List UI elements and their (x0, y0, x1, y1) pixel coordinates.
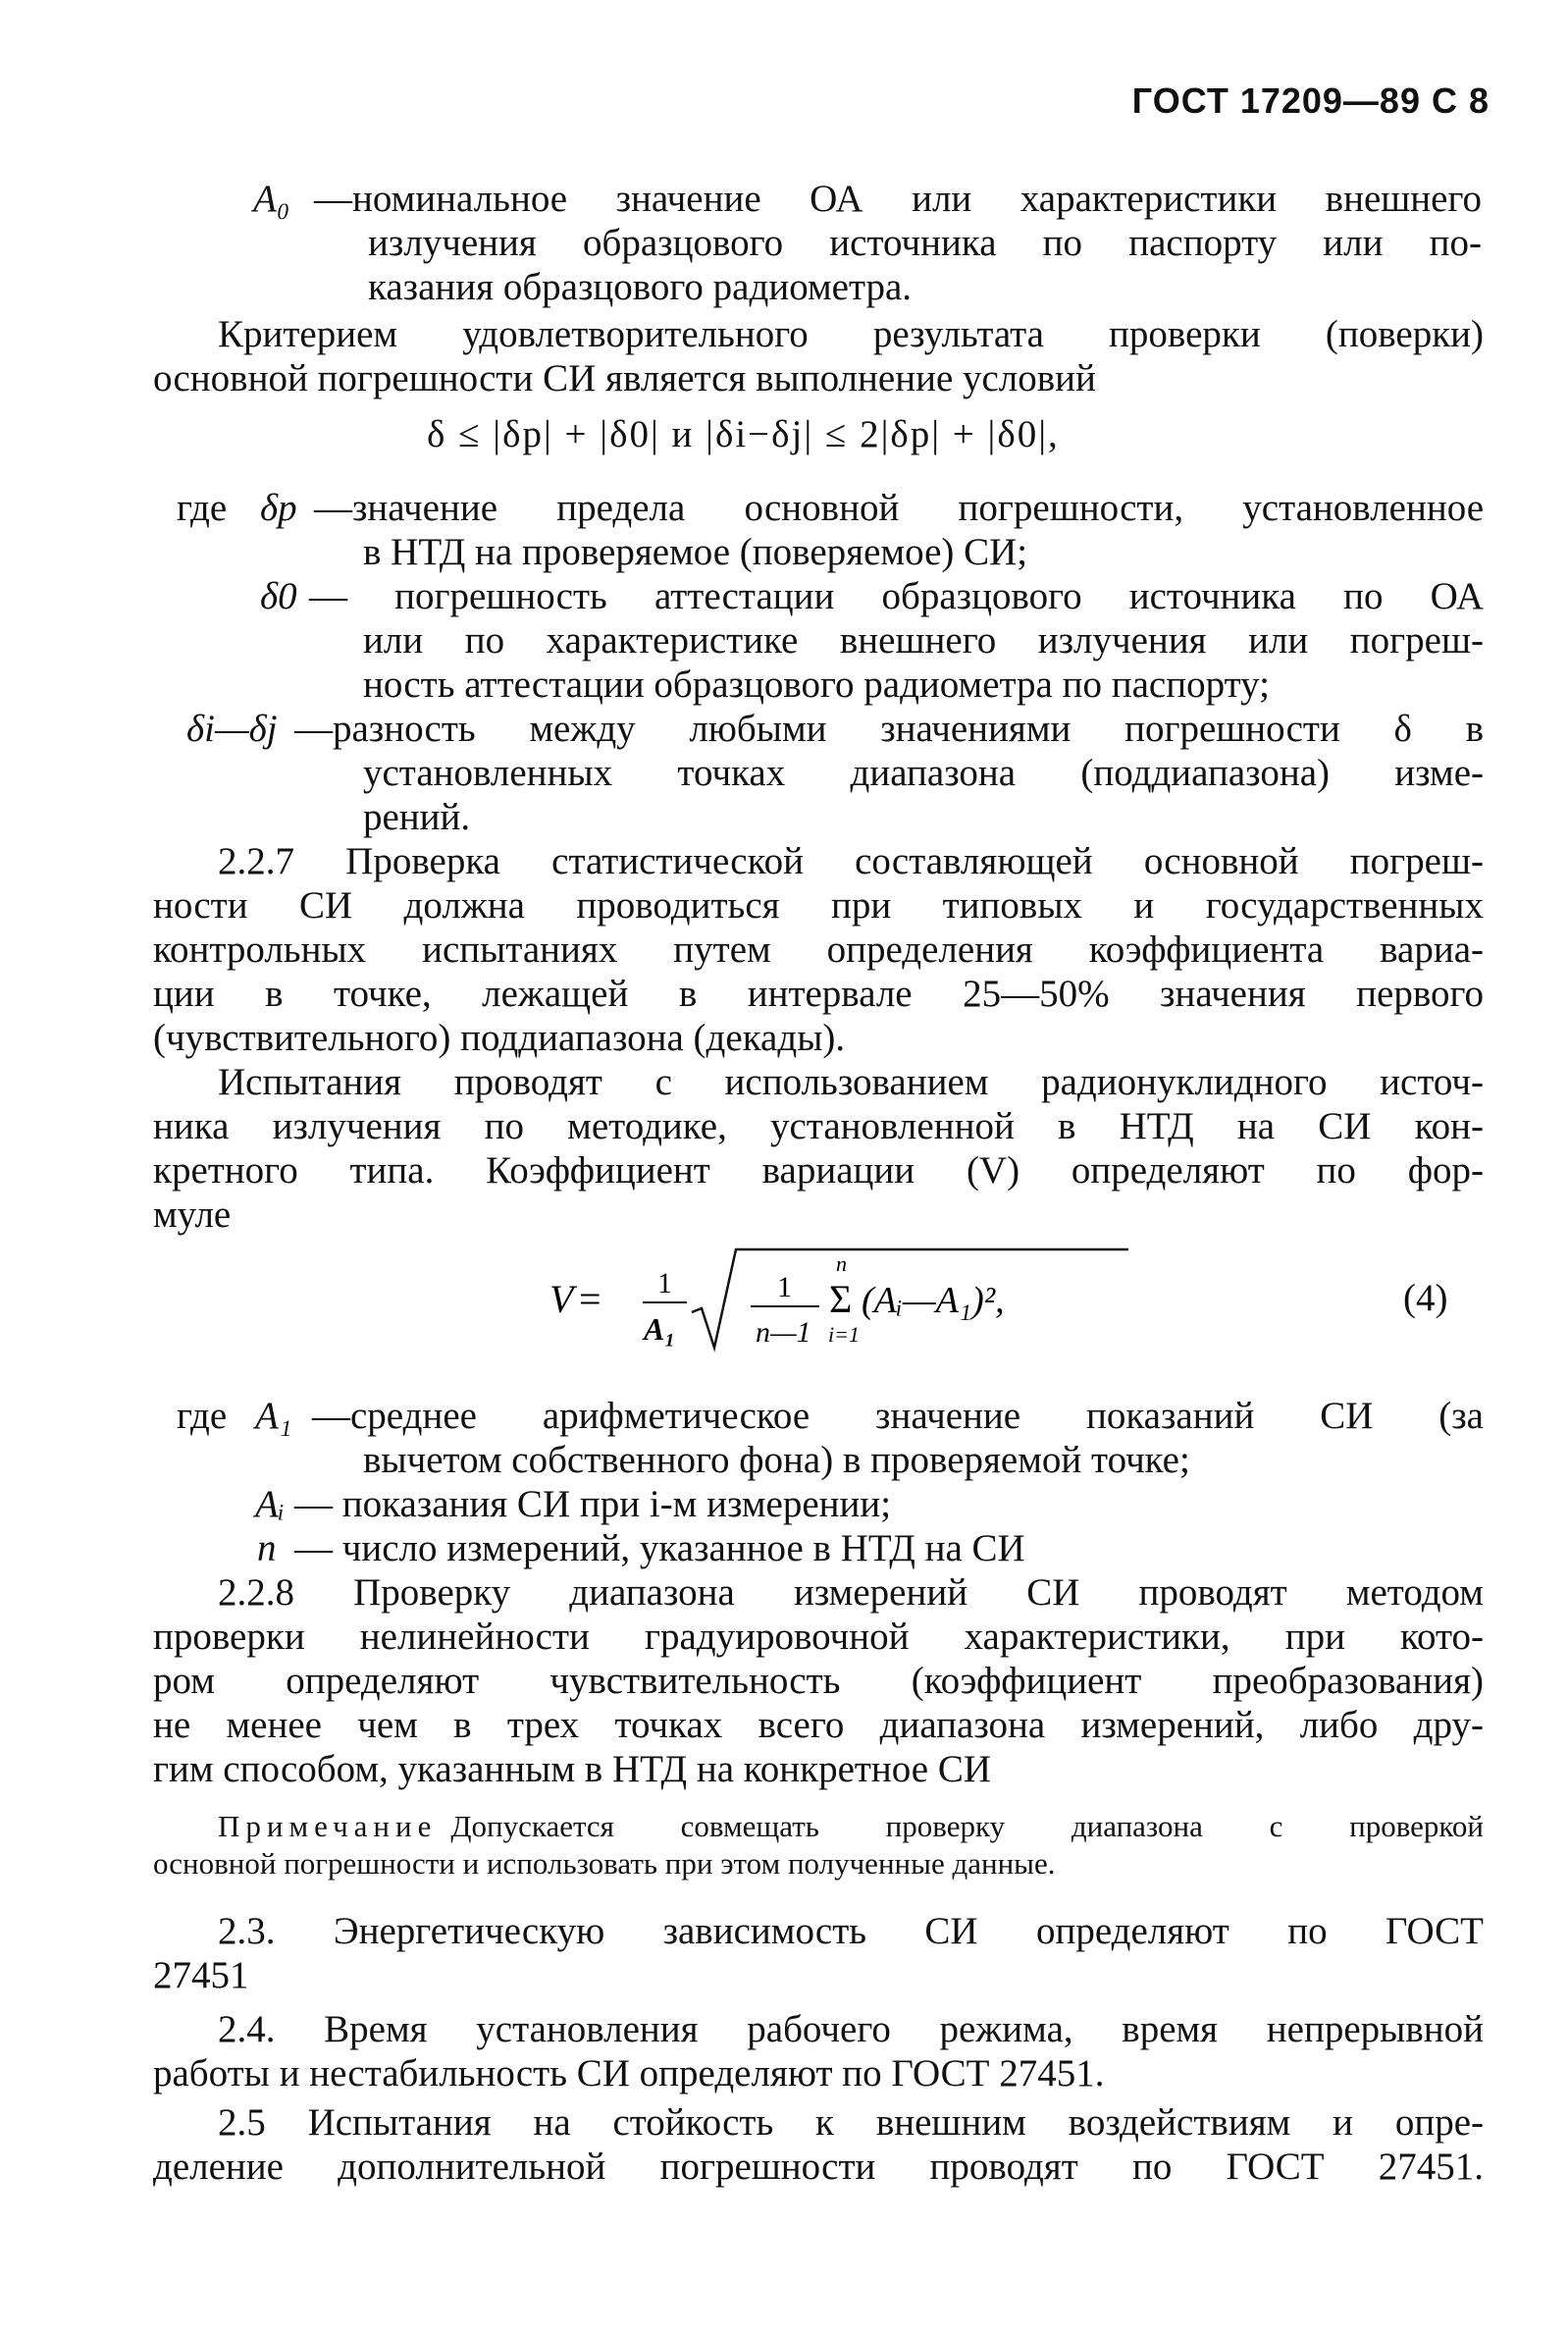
p25-line-1: 2.5 Испытания на стойкость к внешним воздействиям и опре- (218, 2101, 1484, 2144)
n-line-1: — число измерений, указанное в НТД на СИ (294, 1527, 1025, 1569)
formula-frac1-num: 1 (657, 1267, 672, 1299)
tests-line-4: муле (153, 1193, 232, 1236)
variation-coefficient-formula (549, 1232, 1138, 1379)
note-line-2: основной погрешности и использовать при этом полученные данные. (153, 1846, 1056, 1881)
a1-line-1: —среднее арифметическое значение показаний СИ (за (312, 1395, 1484, 1437)
formula-term: (Aᵢ—A₁)², (862, 1280, 1005, 1321)
note-label: Примечание (218, 1809, 438, 1843)
criterion-line-2: основной погрешности СИ является выполнение условий (153, 357, 1096, 399)
p228-line-5: гим способом, указанным в НТД на конкретное СИ (153, 1748, 992, 1790)
formula-equals: = (579, 1277, 601, 1321)
formula-frac2-den: n—1 (756, 1316, 811, 1349)
where-label-2: где (177, 1395, 228, 1437)
symbol-delta-0: δ0 (260, 575, 297, 617)
formula-sum-top: n (836, 1251, 847, 1276)
p228-line-3: ром определяют чувствительность (коэффициент преобразования) (153, 1660, 1484, 1702)
page-header: ГОСТ 17209—89 С 8 (1131, 80, 1490, 121)
tests-line-1: Испытания проводят с использованием радионуклидного источ- (218, 1061, 1484, 1103)
p228-line-2: проверки нелинейности градуировочной характеристики, при кото- (153, 1616, 1484, 1658)
p227-line-1: 2.2.7 Проверка статистической составляющей основной погреш- (218, 840, 1484, 882)
a0-line-3: казания образцового радиометра. (368, 266, 913, 308)
symbol-ai: Aᵢ (255, 1483, 285, 1525)
p227-line-2: ности СИ должна проводиться при типовых и государственных (153, 884, 1484, 927)
delta-0-line-1: — погрешность аттестации образцового источника по ОА (309, 575, 1484, 617)
delta-ij-line-3: рений. (363, 796, 471, 838)
formula-sum-bottom: i=1 (828, 1322, 860, 1347)
delta-p-line-1: —значение предела основной погрешности, установленное (314, 487, 1484, 529)
ai-line-1: — показания СИ при i-м измерении; (294, 1483, 892, 1525)
formula-frac1-den: A₁ (644, 1311, 676, 1347)
note-line-1 (218, 1808, 1484, 1845)
p227-line-3: контрольных испытаниях путем определения коэффициента вариа- (153, 928, 1484, 971)
p227-line-4: ции в точке, лежащей в интервале 25—50% значения первого (153, 973, 1484, 1015)
delta-0-line-2: или по характеристике внешнего излучения или погреш- (363, 619, 1484, 662)
tests-line-3: кретного типа. Коэффициент вариации (V) определяют по фор- (153, 1149, 1484, 1192)
symbol-a1: A₁ (255, 1395, 292, 1437)
p227-line-5: (чувствительного) поддиапазона (декады). (153, 1017, 846, 1059)
delta-ij-line-1: —разность между любыми значениями погрешности δ в (294, 708, 1484, 750)
a1-line-2: вычетом собственного фона) в проверяемой точке; (363, 1439, 1190, 1481)
p24-line-2: работы и нестабильность СИ определяют по ГОСТ 27451. (153, 2052, 1105, 2094)
formula-frac2-num: 1 (777, 1271, 792, 1303)
p25-line-2: деление дополнительной погрешности проводят по ГОСТ 27451. (153, 2146, 1484, 2188)
p23-line-1: 2.3. Энергетическую зависимость СИ определяют по ГОСТ (218, 1910, 1484, 1952)
symbol-delta-ij: δi—δj (186, 708, 278, 750)
criterion-condition: δ ≤ |δp| + |δ0| и |δi−δj| ≤ 2|δp| + |δ0|, (427, 413, 1060, 455)
note-text-1: Допускается совмещать проверку диапазона с проверкой (450, 1809, 1484, 1843)
a0-line-2: излучения образцового источника по паспорту или по- (368, 222, 1482, 264)
formula-sum-symbol: Σ (829, 1277, 853, 1321)
formula-lhs: V (549, 1277, 574, 1321)
delta-0-line-3: ность аттестации образцового радиометра по паспорту; (363, 663, 1270, 706)
p228-line-4: не менее чем в трех точках всего диапазона измерений, либо дру- (153, 1704, 1484, 1746)
where-label-1: где (177, 487, 228, 529)
criterion-line-1: Критерием удовлетворительного результата проверки (поверки) (218, 313, 1484, 355)
p24-line-1: 2.4. Время установления рабочего режима, время непрерывной (218, 2008, 1484, 2050)
a0-line-1: —номинальное значение ОА или характеристики внешнего (314, 178, 1482, 220)
symbol-n: n (257, 1527, 277, 1569)
formula-number: (4) (1403, 1277, 1448, 1319)
delta-ij-line-2: установленных точках диапазона (поддиапазона) изме- (363, 752, 1484, 794)
tests-line-2: ника излучения по методике, установленной в НТД на СИ кон- (153, 1105, 1484, 1147)
p228-line-1: 2.2.8 Проверку диапазона измерений СИ проводят методом (218, 1571, 1484, 1614)
symbol-a0: A₀ (253, 178, 290, 220)
delta-p-line-2: в НТД на проверяемое (поверяемое) СИ; (363, 531, 1028, 573)
p23-line-2: 27451 (153, 1954, 249, 1996)
symbol-delta-p: δp (260, 487, 297, 529)
